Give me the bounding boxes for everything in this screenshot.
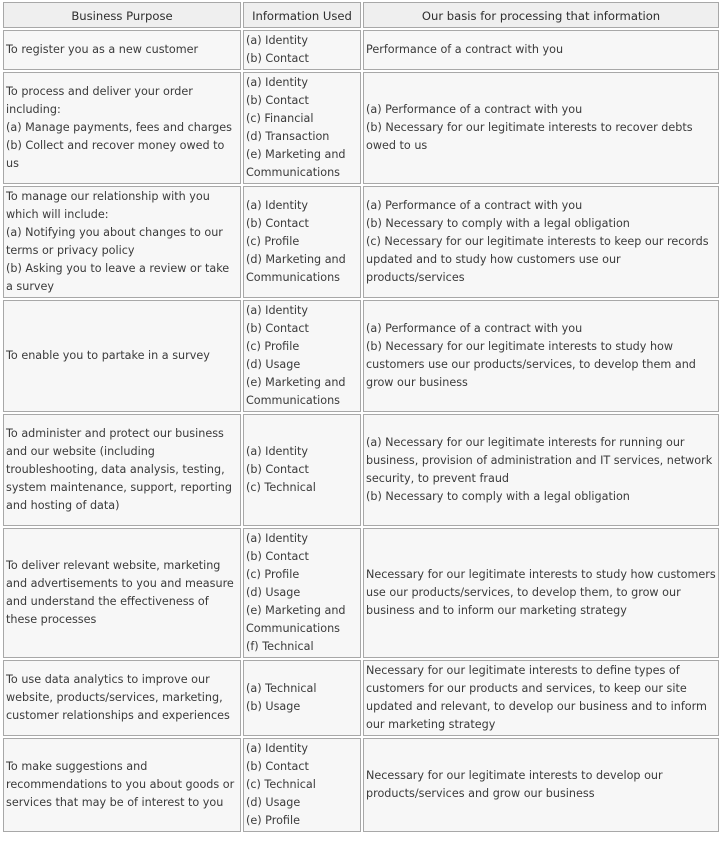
cell-information-used	[243, 30, 361, 70]
info-item: (a) Identity	[246, 34, 309, 47]
cell-processing-basis	[363, 300, 719, 412]
info-item: (c) Financial	[246, 112, 314, 125]
info-item: (c) Profile	[246, 340, 300, 353]
cell-business-purpose	[3, 30, 241, 70]
header-business-purpose: Business Purpose	[3, 2, 241, 28]
basis-text: Necessary for our legitimate interests to define types of customers for our products and services, to keep our site updated and relevant, to develop our business and to inform our marketing strategy	[366, 664, 707, 731]
info-item: (d) Usage	[246, 796, 301, 809]
basis-text: (a) Performance of a contract with you (b) Necessary for our legitimate interests to study how customers use our products/services, to develop them and grow our business	[366, 322, 696, 389]
info-item: (b) Contact	[246, 760, 309, 773]
purpose-text: To make suggestions and recommendations to you about goods or services that may be of interest to you	[6, 760, 235, 809]
purpose-text: To register you as a new customer	[6, 43, 199, 56]
table-body	[3, 30, 719, 832]
table-row	[3, 660, 719, 736]
info-item: (b) Contact	[246, 217, 309, 230]
info-item: (d) Usage	[246, 358, 301, 371]
info-item: (b) Usage	[246, 700, 301, 713]
cell-business-purpose	[3, 660, 241, 736]
info-item: (a) Identity	[246, 199, 309, 212]
basis-text: (a) Performance of a contract with you (b) Necessary to comply with a legal obligation (c) Necessary for our legitimate interests to keep our records updated and to study how customers use our products/services	[366, 199, 709, 284]
info-item: (b) Contact	[246, 52, 309, 65]
cell-business-purpose	[3, 186, 241, 298]
cell-information-used	[243, 660, 361, 736]
cell-processing-basis	[363, 660, 719, 736]
info-item: (c) Technical	[246, 778, 316, 791]
cell-business-purpose	[3, 300, 241, 412]
info-item: (a) Identity	[246, 532, 309, 545]
info-item: (e) Marketing and Communications	[246, 148, 346, 179]
basis-text: Necessary for our legitimate interests to study how customers use our products/services, to develop them, to grow our business and to inform our marketing strategy	[366, 568, 716, 617]
cell-information-used	[243, 414, 361, 526]
cell-business-purpose	[3, 414, 241, 526]
data-processing-table	[1, 0, 721, 834]
table-row	[3, 414, 719, 526]
cell-processing-basis	[363, 30, 719, 70]
table-row	[3, 738, 719, 832]
purpose-text: To deliver relevant website, marketing and advertisements to you and measure and understand the effectiveness of these processes	[6, 559, 234, 626]
table-header-row	[3, 2, 719, 28]
info-item: (b) Contact	[246, 550, 309, 563]
info-item: (c) Technical	[246, 481, 316, 494]
info-item: (d) Transaction	[246, 130, 330, 143]
purpose-text: To manage our relationship with you which will include: (a) Notifying you about changes to our terms or privacy policy (b) Asking you to leave a review or take a survey	[6, 190, 230, 293]
cell-processing-basis	[363, 414, 719, 526]
info-item: (b) Contact	[246, 94, 309, 107]
info-item: (c) Profile	[246, 568, 300, 581]
info-item: (a) Technical	[246, 682, 317, 695]
cell-business-purpose	[3, 528, 241, 658]
cell-business-purpose	[3, 738, 241, 832]
table-row	[3, 72, 719, 184]
cell-business-purpose	[3, 72, 241, 184]
info-item: (d) Usage	[246, 586, 301, 599]
cell-processing-basis	[363, 738, 719, 832]
info-item: (d) Marketing and Communications	[246, 253, 346, 284]
cell-information-used	[243, 300, 361, 412]
info-item: (c) Profile	[246, 235, 300, 248]
table-row	[3, 300, 719, 412]
purpose-text: To administer and protect our business and our website (including troubleshooting, data analysis, testing, system maintenance, support, reporting and hosting of data)	[6, 427, 232, 512]
info-item: (f) Technical	[246, 640, 314, 653]
info-item: (e) Profile	[246, 814, 300, 827]
info-item: (a) Identity	[246, 76, 309, 89]
info-item: (e) Marketing and Communications	[246, 376, 346, 407]
header-information-used: Information Used	[243, 2, 361, 28]
cell-processing-basis	[363, 528, 719, 658]
cell-information-used	[243, 738, 361, 832]
purpose-text: To use data analytics to improve our website, products/services, marketing, customer relationships and experiences	[6, 673, 230, 722]
header-processing-basis: Our basis for processing that information	[363, 2, 719, 28]
info-item: (a) Identity	[246, 742, 309, 755]
table-row	[3, 186, 719, 298]
info-item: (a) Identity	[246, 445, 309, 458]
table-row	[3, 528, 719, 658]
purpose-text: To enable you to partake in a survey	[6, 349, 210, 362]
cell-processing-basis	[363, 72, 719, 184]
cell-information-used	[243, 528, 361, 658]
cell-information-used	[243, 72, 361, 184]
table-row	[3, 30, 719, 70]
basis-text: Necessary for our legitimate interests to develop our products/services and grow our business	[366, 769, 663, 800]
cell-processing-basis	[363, 186, 719, 298]
info-item: (a) Identity	[246, 304, 309, 317]
basis-text: Performance of a contract with you	[366, 43, 564, 56]
purpose-text: To process and deliver your order including: (a) Manage payments, fees and charges (b) Collect and recover money owed to us	[6, 85, 232, 170]
info-item: (b) Contact	[246, 322, 309, 335]
basis-text: (a) Performance of a contract with you (b) Necessary for our legitimate interests to recover debts owed to us	[366, 103, 693, 152]
basis-text: (a) Necessary for our legitimate interests for running our business, provision of administration and IT services, network security, to prevent fraud (b) Necessary to comply with a legal obligation	[366, 436, 713, 503]
info-item: (e) Marketing and Communications	[246, 604, 346, 635]
cell-information-used	[243, 186, 361, 298]
info-item: (b) Contact	[246, 463, 309, 476]
